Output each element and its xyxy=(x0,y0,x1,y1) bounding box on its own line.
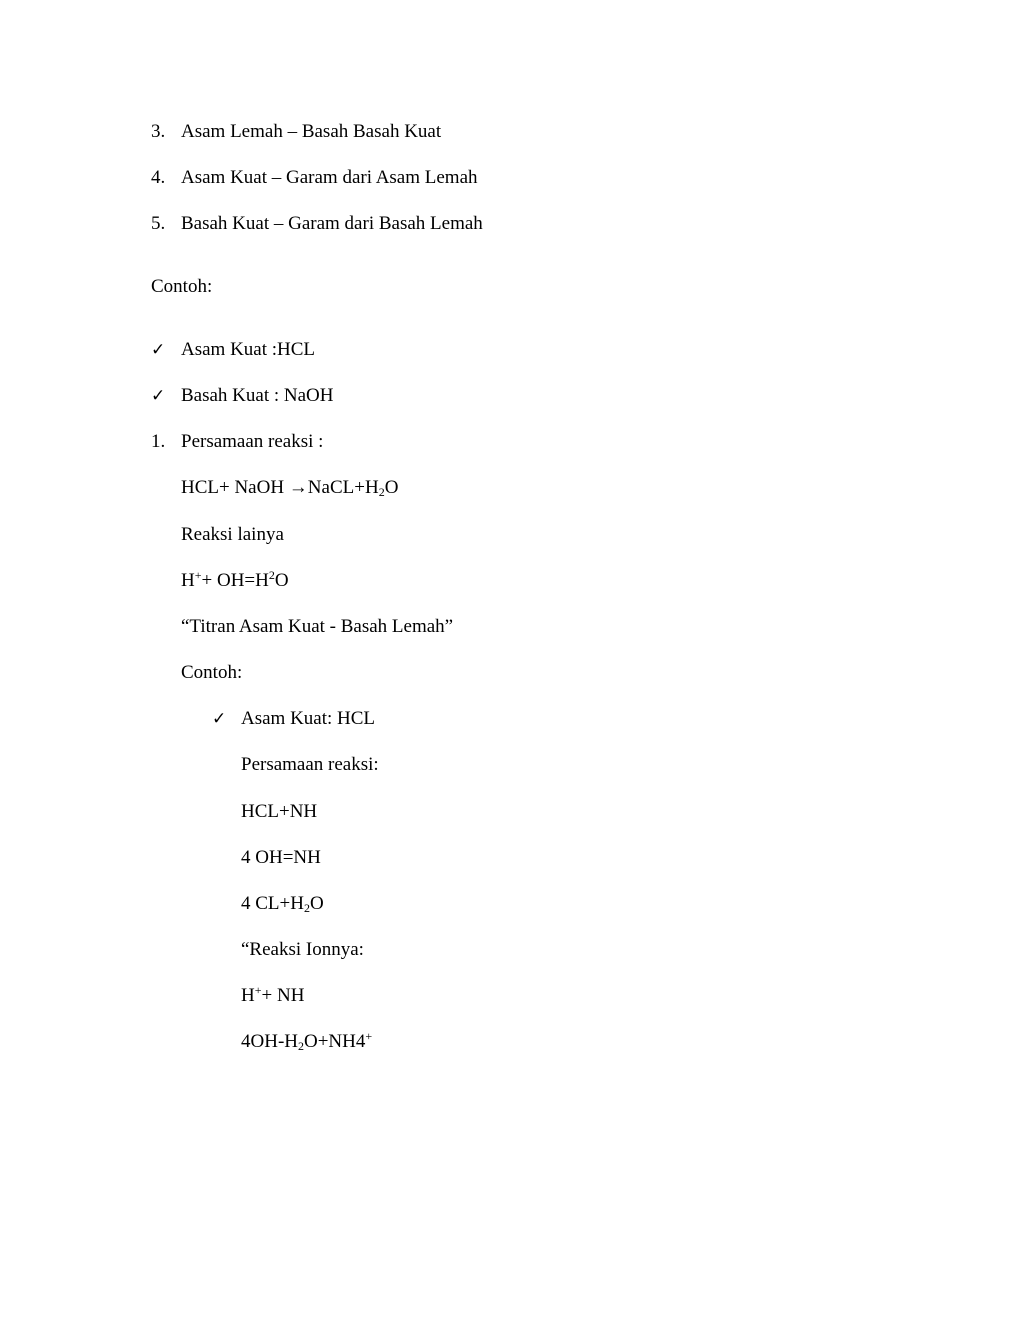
equation-part: 4OH-H xyxy=(241,1031,298,1052)
equation-part: O xyxy=(274,570,289,591)
reaksi-ion-text: “Reaksi Ionnya: xyxy=(241,939,364,960)
equation-text xyxy=(241,893,324,915)
reaksi-lainya-text: Reaksi lainya xyxy=(181,524,284,545)
checkmark-icon: ✓ xyxy=(151,386,166,406)
checkmark-icon: ✓ xyxy=(151,340,166,360)
titran-text: “Titran Asam Kuat - Basah Lemah” xyxy=(181,616,454,637)
equation-part: H xyxy=(241,985,255,1006)
equation-subscript: 2 xyxy=(303,901,310,915)
list-text: Persamaan reaksi : xyxy=(181,431,324,452)
equation-part: O xyxy=(309,893,324,914)
equation-part: O+NH4 xyxy=(304,1031,366,1052)
list-number: 1. xyxy=(151,431,166,452)
check-item-text: Basah Kuat : NaOH xyxy=(181,385,334,406)
equation-text xyxy=(241,985,304,1007)
equation-superscript: + xyxy=(365,1029,373,1043)
equation-subscript: 2 xyxy=(378,485,385,499)
list-text: Asam Kuat – Garam dari Asam Lemah xyxy=(181,167,478,188)
contoh-heading-text: Contoh: xyxy=(151,276,213,297)
equation-part: + NH xyxy=(261,985,305,1006)
contoh-subheading: Contoh: xyxy=(181,662,243,683)
equation-part: H xyxy=(181,570,195,591)
check-item-text: Asam Kuat: HCL xyxy=(241,708,376,729)
persamaan-text: Persamaan reaksi: xyxy=(241,754,379,775)
equation-part: O xyxy=(384,477,399,498)
equation-superscript: 2 xyxy=(268,568,275,582)
check-item-text: Asam Kuat :HCL xyxy=(181,339,316,360)
equation-subscript: 2 xyxy=(298,1039,304,1053)
equation-part: 4 CL+H xyxy=(241,893,304,914)
equation-text xyxy=(181,570,289,592)
checkmark-icon: ✓ xyxy=(212,709,227,729)
equation-superscript: + xyxy=(254,983,262,997)
equation-text: 4 OH=NH xyxy=(241,847,321,868)
list-text: Basah Kuat – Garam dari Basah Lemah xyxy=(181,213,483,234)
list-number: 3. xyxy=(151,121,166,142)
equation-superscript: + xyxy=(194,568,202,582)
equation-text: HCL+NH xyxy=(241,801,318,822)
equation-text xyxy=(241,1031,372,1053)
list-text: Asam Lemah – Basah Basah Kuat xyxy=(181,121,442,142)
equation-text xyxy=(181,477,398,499)
equation-part: + OH=H xyxy=(201,570,269,591)
list-number: 4. xyxy=(151,167,166,188)
equation-part: HCL+ NaOH →NaCL+H xyxy=(181,477,379,498)
list-number: 5. xyxy=(151,213,166,234)
